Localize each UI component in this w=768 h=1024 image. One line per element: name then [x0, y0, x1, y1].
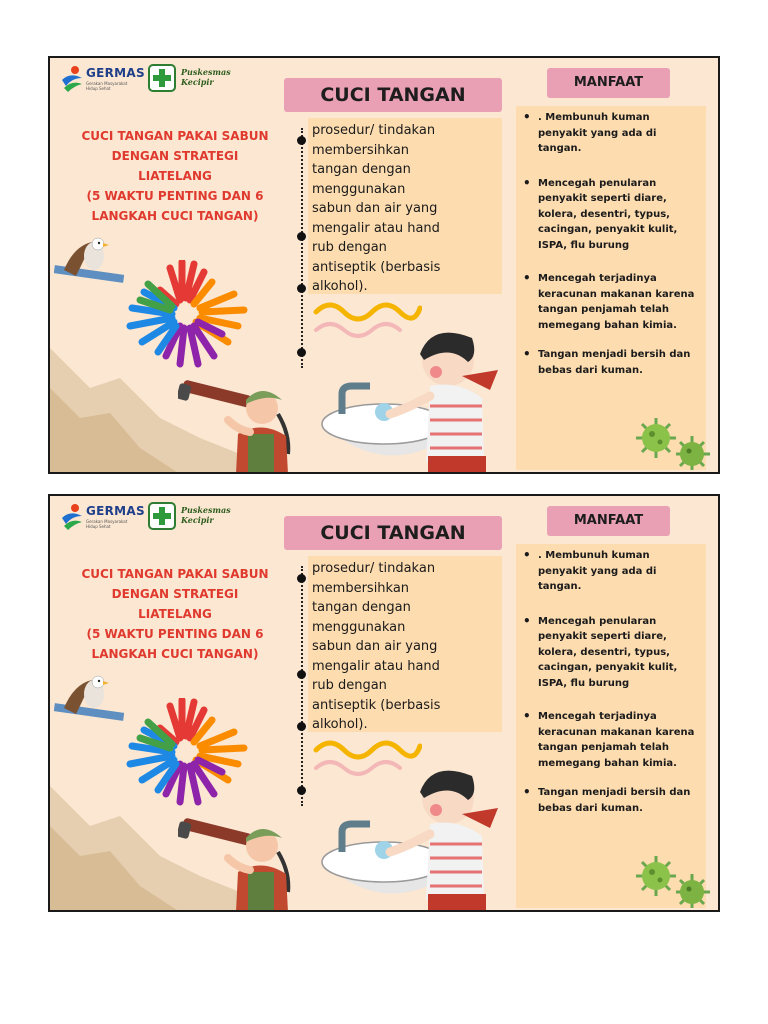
- benefit-item: • Mencegah terjadinya keracunan makanan karena tangan penjamah telah memegang bahan kimia.: [520, 271, 702, 333]
- timeline-dot: [297, 136, 306, 145]
- strategy-heading-line: CUCI TANGAN PAKAI SABUN: [81, 129, 269, 143]
- benefit-item: • . Membunuh kuman penyakit yang ada di tangan.: [520, 548, 702, 595]
- strategy-heading-line: DENGAN STRATEGI: [111, 149, 239, 163]
- timeline-dot: [297, 574, 306, 583]
- strategy-heading-line: DENGAN STRATEGI: [111, 587, 239, 601]
- definition-line: menggunakan: [312, 619, 406, 635]
- definition-line: menggunakan: [312, 181, 406, 197]
- definition-line: sabun dan air yang: [312, 639, 438, 654]
- timeline-dot: [297, 786, 306, 795]
- page-title: CUCI TANGAN: [284, 516, 502, 550]
- timeline-dot: [297, 232, 306, 241]
- germas-logo-icon: [60, 64, 84, 92]
- strategy-heading-line: LIATELANG: [138, 169, 212, 183]
- definition-line: prosedur/ tindakan: [312, 123, 436, 138]
- puskesmas-logo-text: Puskesmas Kecipir: [181, 67, 231, 87]
- telescope-child-icon: [178, 812, 308, 912]
- benefit-item: • Mencegah penularan penyakit seperti diare, kolera, desentri, typus, cacingan, penyakit kulit, ISPA, flu burung: [520, 176, 702, 254]
- puskesmas-logo-text: Puskesmas Kecipir: [181, 505, 231, 525]
- definition-line: alkohol).: [312, 717, 368, 732]
- benefit-item: • Mencegah penularan penyakit seperti diare, kolera, desentri, typus, cacingan, penyakit kulit, ISPA, flu burung: [520, 614, 702, 692]
- timeline-dot: [297, 284, 306, 293]
- definition-line: antiseptik (berbasis: [312, 259, 441, 275]
- benefits-list: [520, 548, 702, 816]
- germas-logo-text: GERMAS: [86, 66, 145, 80]
- strategy-heading-line: LANGKAH CUCI TANGAN): [91, 647, 259, 661]
- timeline-divider: [301, 128, 305, 368]
- strategy-heading-line: LIATELANG: [138, 607, 212, 621]
- strategy-heading-line: LANGKAH CUCI TANGAN): [91, 209, 259, 223]
- manfaat-heading: MANFAAT: [547, 68, 670, 98]
- strategy-heading-line: (5 WAKTU PENTING DAN 6: [86, 627, 264, 641]
- definition-line: alkohol).: [312, 279, 368, 294]
- germ-icon: [626, 412, 716, 472]
- definition-line: rub dengan: [312, 240, 387, 255]
- germas-logo-icon: [60, 502, 84, 530]
- timeline-dot: [297, 670, 306, 679]
- benefit-item: • Tangan menjadi bersih dan bebas dari kuman.: [520, 347, 702, 378]
- definition-line: antiseptik (berbasis: [312, 697, 441, 713]
- definition-line: tangan dengan: [312, 162, 411, 177]
- germas-logo-subtitle: Gerakan Masyarakat Hidup Sehat: [86, 81, 128, 91]
- puskesmas-cross-icon: [148, 502, 176, 530]
- timeline-divider: [301, 566, 305, 806]
- strategy-heading-line: (5 WAKTU PENTING DAN 6: [86, 189, 264, 203]
- definition-line: prosedur/ tindakan: [312, 561, 436, 576]
- colorful-hands-icon: [110, 260, 260, 368]
- poster: [48, 56, 720, 474]
- benefits-list: [520, 110, 702, 378]
- strategy-heading: [52, 564, 298, 664]
- definition-line: mengalir atau hand: [312, 220, 440, 236]
- colorful-hands-icon: [110, 698, 260, 806]
- logo-bar: [56, 500, 246, 536]
- definition-line: membersihkan: [312, 142, 410, 158]
- definition-line: sabun dan air yang: [312, 201, 438, 216]
- timeline-dot: [297, 722, 306, 731]
- germas-logo-subtitle: Gerakan Masyarakat Hidup Sehat: [86, 519, 128, 529]
- benefit-item: • Mencegah terjadinya keracunan makanan karena tangan penjamah telah memegang bahan kimia.: [520, 709, 702, 771]
- definition-line: mengalir atau hand: [312, 658, 440, 674]
- benefit-item: • . Membunuh kuman penyakit yang ada di tangan.: [520, 110, 702, 157]
- definition-text: [312, 121, 502, 297]
- timeline-dot: [297, 348, 306, 357]
- definition-line: membersihkan: [312, 580, 410, 596]
- handwashing-child-icon: [312, 316, 512, 474]
- manfaat-heading: MANFAAT: [547, 506, 670, 536]
- page-title: CUCI TANGAN: [284, 78, 502, 112]
- poster: [48, 494, 720, 912]
- definition-line: rub dengan: [312, 678, 387, 693]
- definition-line: tangan dengan: [312, 600, 411, 615]
- germas-logo-text: GERMAS: [86, 504, 145, 518]
- definition-text: [312, 559, 502, 735]
- germ-icon: [626, 850, 716, 910]
- logo-bar: [56, 62, 246, 98]
- handwashing-child-icon: [312, 754, 512, 912]
- benefit-item: • Tangan menjadi bersih dan bebas dari kuman.: [520, 785, 702, 816]
- strategy-heading: [52, 126, 298, 226]
- puskesmas-cross-icon: [148, 64, 176, 92]
- telescope-child-icon: [178, 374, 308, 474]
- strategy-heading-line: CUCI TANGAN PAKAI SABUN: [81, 567, 269, 581]
